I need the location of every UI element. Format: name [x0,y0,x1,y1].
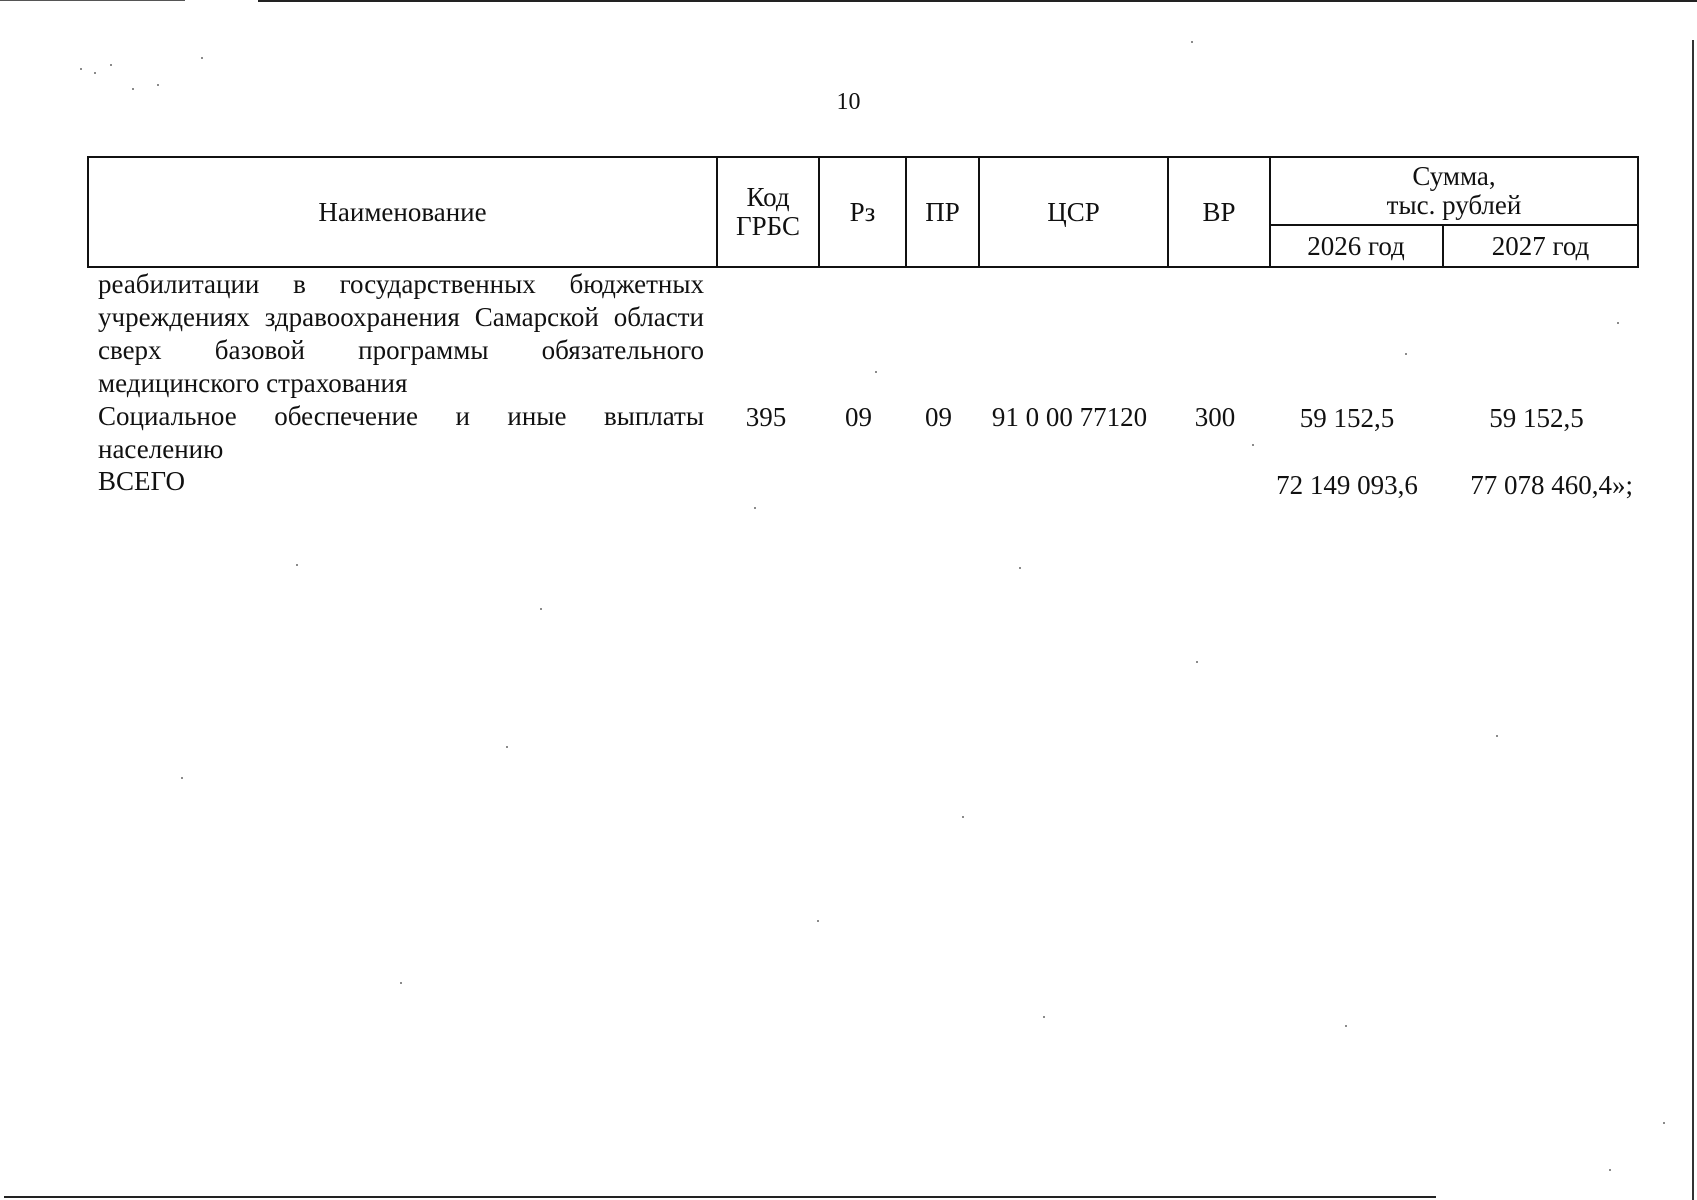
header-year-2027: 2027 год [1491,230,1590,261]
scan-speck [1043,1016,1045,1018]
scan-edge-line [0,0,185,1]
header-sum-line2: тыс. рублей [1386,190,1522,220]
scan-speck [1196,661,1198,663]
header-sum [1271,158,1637,224]
scan-edge-line [4,1196,1436,1198]
scan-speck [540,608,542,610]
total-label: ВСЕГО [98,466,185,496]
total-sum-2027: 77 078 460,4»; [1470,470,1633,500]
scan-speck [400,982,402,984]
scan-speck [1345,1025,1347,1027]
header-csr: ЦСР [1047,196,1100,227]
header-grbs [718,158,818,266]
header-name: Наименование [318,196,487,227]
row-pr: 09 [925,402,952,432]
row-vr: 300 [1194,402,1236,432]
scan-speck [201,57,203,59]
scan-speck [1252,444,1254,446]
header-sum-line1: Сумма, [1412,161,1496,191]
scan-speck [1617,322,1619,324]
scan-speck [1663,1122,1665,1124]
row-name: реабилитации в государственных бюджетных учреждениях здравоохранения Самарской области сверх базовой программы обязательного медицинского страхования [98,269,704,398]
scan-speck [506,746,508,748]
scan-speck [181,777,183,779]
scan-speck [962,816,964,818]
scan-speck [157,84,159,86]
row-rz: 09 [845,402,872,432]
scan-speck [80,68,82,70]
scan-speck [875,371,877,373]
scan-speck [110,64,112,66]
scan-edge-line [1692,40,1694,1200]
table-header [87,156,1639,268]
header-rz: Рз [849,196,876,227]
row-name: Социальное обеспечение и иные выплаты населению [98,401,704,464]
header-vr: ВР [1202,196,1236,227]
scan-speck [1191,41,1193,43]
scan-speck [1405,353,1407,355]
page-number: 10 [836,89,861,115]
scan-speck [1496,735,1498,737]
scan-edge-line [258,0,1697,2]
header-grbs-line2: ГРБС [736,211,800,241]
total-sum-2026: 72 149 093,6 [1276,470,1418,500]
scan-speck [94,72,96,74]
row-sum-2026: 59 152,5 [1299,403,1395,433]
header-pr: ПР [925,196,960,227]
scan-speck [754,507,756,509]
header-year-2026: 2026 год [1307,230,1405,261]
scan-speck [296,564,298,566]
row-sum-2027: 59 152,5 [1489,403,1584,433]
scan-speck [1609,1169,1611,1171]
scan-speck [817,920,819,922]
row-csr: 91 0 00 77120 [991,402,1148,432]
row-grbs: 395 [745,402,787,432]
header-grbs-line1: Код [746,182,790,212]
scan-speck [1019,567,1021,569]
